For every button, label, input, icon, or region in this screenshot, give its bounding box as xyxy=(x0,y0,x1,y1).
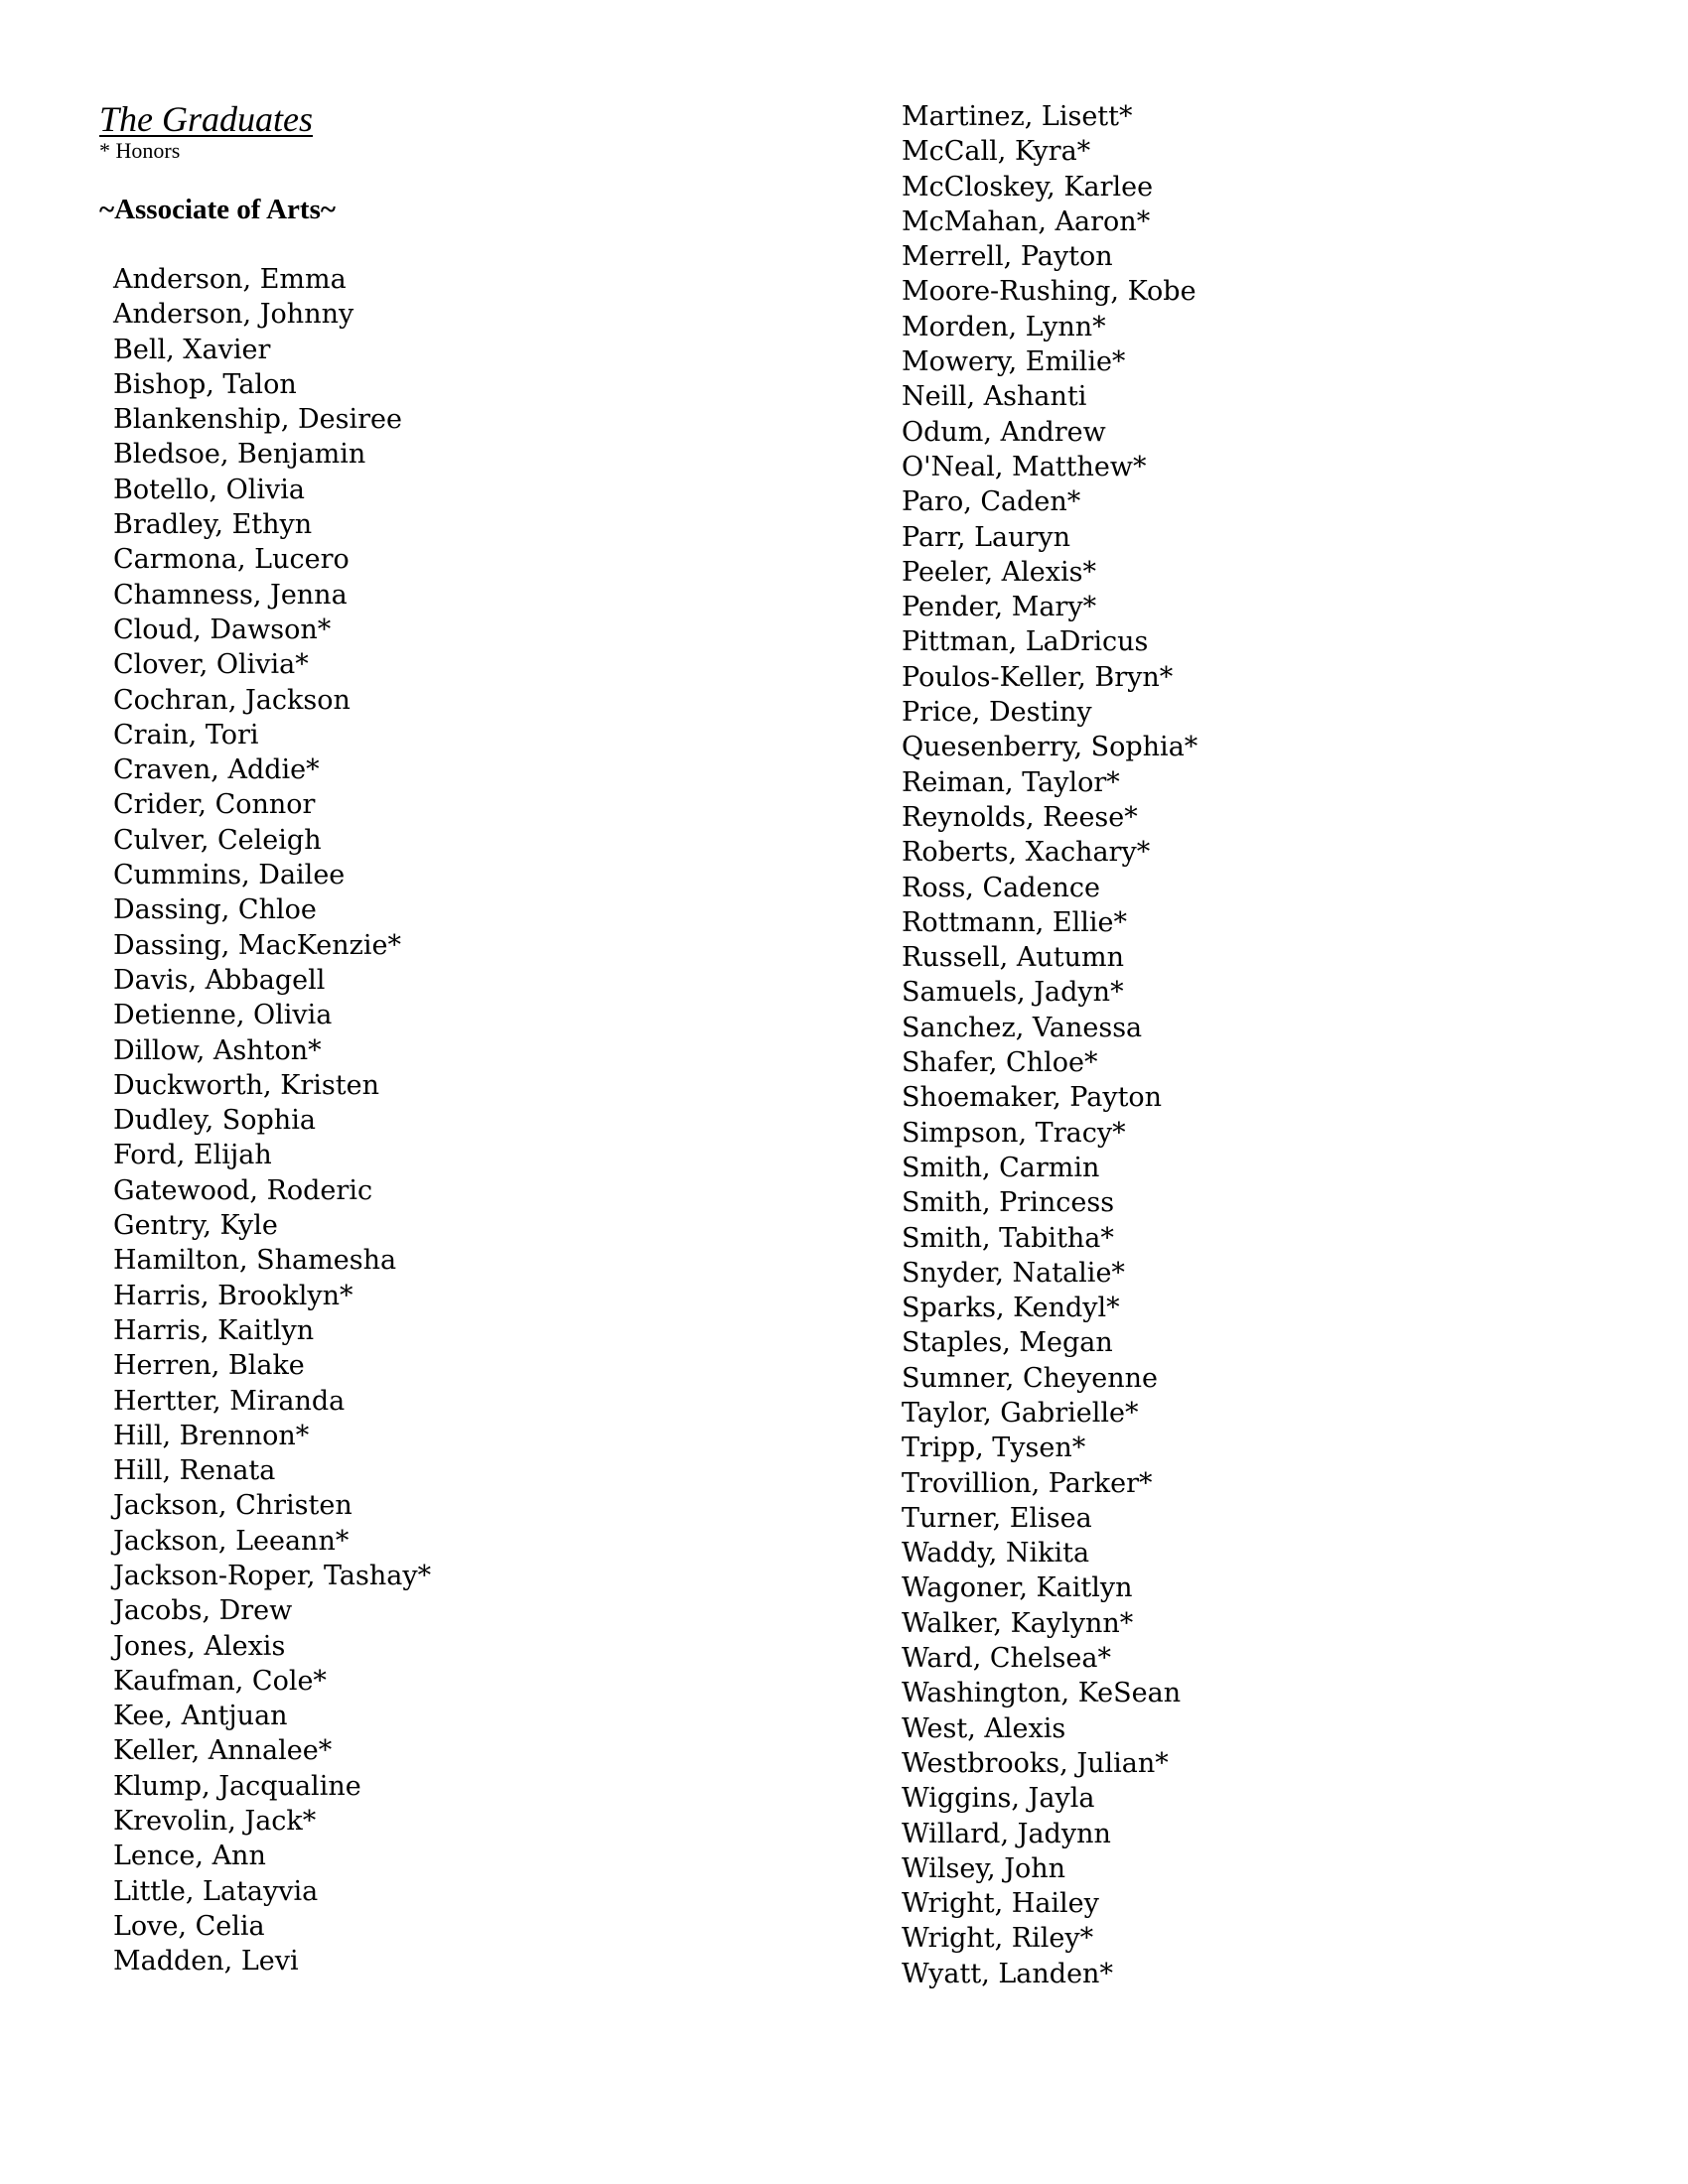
graduate-name: Gatewood, Roderic xyxy=(113,1174,373,1206)
graduate-name: Jackson, Leeann* xyxy=(113,1525,350,1557)
graduate-name: Little, Latayvia xyxy=(113,1875,319,1907)
graduate-name: Detienne, Olivia xyxy=(113,1000,333,1031)
graduate-name: Simpson, Tracy* xyxy=(902,1117,1126,1149)
graduate-name: Hill, Renata xyxy=(113,1455,276,1487)
graduate-name: Sanchez, Vanessa xyxy=(902,1012,1143,1043)
graduate-name: Duckworth, Kristen xyxy=(113,1069,379,1101)
graduate-name: Jackson-Roper, Tashay* xyxy=(113,1560,432,1591)
graduate-name: Washington, KeSean xyxy=(902,1678,1182,1709)
graduate-name: Madden, Levi xyxy=(113,1946,299,1978)
graduate-name: Dassing, Chloe xyxy=(113,894,317,926)
graduate-name: Sumner, Cheyenne xyxy=(902,1362,1158,1394)
graduate-name: Martinez, Lisett* xyxy=(902,101,1133,132)
graduate-name: Cummins, Dailee xyxy=(113,860,346,891)
graduate-name: Neill, Ashanti xyxy=(902,381,1087,413)
graduate-name: Hertter, Miranda xyxy=(113,1385,346,1417)
graduate-name: Roberts, Xachary* xyxy=(902,837,1151,869)
graduate-name: Russell, Autumn xyxy=(902,942,1124,974)
graduate-name: Bishop, Talon xyxy=(113,368,297,400)
graduate-name: Smith, Princess xyxy=(902,1187,1115,1219)
graduate-name: Blankenship, Desiree xyxy=(113,404,403,436)
graduate-name: Kee, Antjuan xyxy=(113,1701,288,1732)
graduate-name: Mowery, Emilie* xyxy=(902,346,1126,378)
graduate-name: Moore-Rushing, Kobe xyxy=(902,276,1196,308)
graduate-name: Wilsey, John xyxy=(902,1852,1066,1884)
graduate-name: Jacobs, Drew xyxy=(113,1595,293,1627)
graduate-name: Staples, Megan xyxy=(902,1327,1113,1359)
graduate-name: Keller, Annalee* xyxy=(113,1735,333,1767)
graduate-name: Craven, Addie* xyxy=(113,754,320,786)
graduate-name: Willard, Jadynn xyxy=(902,1818,1111,1849)
graduate-name: Clover, Olivia* xyxy=(113,649,309,681)
graduate-name: Dassing, MacKenzie* xyxy=(113,929,401,961)
graduate-name: Smith, Carmin xyxy=(902,1152,1100,1183)
graduate-name: Waddy, Nikita xyxy=(902,1538,1090,1570)
graduate-name: Hamilton, Shamesha xyxy=(113,1245,397,1277)
graduate-name: Ford, Elijah xyxy=(113,1140,272,1171)
graduate-name: Jones, Alexis xyxy=(113,1630,286,1662)
graduate-name: Sparks, Kendyl* xyxy=(902,1293,1120,1324)
graduate-name: Bledsoe, Benjamin xyxy=(113,439,366,471)
graduate-name: Hill, Brennon* xyxy=(113,1420,310,1451)
graduate-name: Bell, Xavier xyxy=(113,334,271,365)
graduate-name: Dillow, Ashton* xyxy=(113,1034,322,1066)
graduate-name: Herren, Blake xyxy=(113,1350,305,1382)
graduate-name: Crider, Connor xyxy=(113,789,316,821)
graduate-name: Wiggins, Jayla xyxy=(902,1783,1095,1815)
graduate-name: Klump, Jacqualine xyxy=(113,1770,361,1802)
graduate-name: Botello, Olivia xyxy=(113,474,306,505)
graduate-name: Pender, Mary* xyxy=(902,592,1097,623)
graduate-name: Pittman, LaDricus xyxy=(902,626,1149,658)
graduate-name: Gentry, Kyle xyxy=(113,1210,278,1242)
page-title: The Graduates xyxy=(99,99,313,139)
graduate-name: Chamness, Jenna xyxy=(113,579,348,611)
graduate-name: Wyatt, Landen* xyxy=(902,1958,1113,1989)
graduate-name: Trovillion, Parker* xyxy=(902,1467,1153,1499)
graduate-name: Ward, Chelsea* xyxy=(902,1643,1111,1675)
graduate-name: Love, Celia xyxy=(113,1910,265,1942)
graduate-name: Tripp, Tysen* xyxy=(902,1433,1086,1464)
graduate-name: Paro, Caden* xyxy=(902,486,1081,518)
graduate-name: Kaufman, Cole* xyxy=(113,1665,327,1697)
graduate-name: McMahan, Aaron* xyxy=(902,205,1151,237)
graduate-name: Wright, Hailey xyxy=(902,1888,1099,1920)
graduate-name: Poulos-Keller, Bryn* xyxy=(902,661,1174,693)
right-column xyxy=(902,99,1597,1991)
graduate-name: Price, Destiny xyxy=(902,697,1092,729)
graduate-name: Cloud, Dawson* xyxy=(113,614,332,645)
graduate-name: Ross, Cadence xyxy=(902,872,1100,903)
section-heading: ~Associate of Arts~ xyxy=(99,194,336,225)
graduate-list-right xyxy=(902,99,1597,1991)
graduate-name: Anderson, Johnny xyxy=(113,299,354,331)
graduate-name: Wright, Riley* xyxy=(902,1923,1094,1955)
graduate-name: Krevolin, Jack* xyxy=(113,1806,317,1838)
graduate-name: Westbrooks, Julian* xyxy=(902,1747,1169,1779)
graduate-name: Snyder, Natalie* xyxy=(902,1257,1125,1289)
honors-legend: * Honors xyxy=(99,138,181,163)
graduate-name: Morden, Lynn* xyxy=(902,311,1106,342)
graduate-name: Quesenberry, Sophia* xyxy=(902,732,1198,763)
graduate-name: Shafer, Chloe* xyxy=(902,1047,1098,1079)
graduate-name: Turner, Elisea xyxy=(902,1502,1092,1534)
graduate-name: Samuels, Jadyn* xyxy=(902,977,1124,1009)
graduate-name: Carmona, Lucero xyxy=(113,544,350,576)
graduate-name: Shoemaker, Payton xyxy=(902,1082,1163,1114)
graduate-name: Rottmann, Ellie* xyxy=(902,906,1128,938)
graduate-name: Smith, Tabitha* xyxy=(902,1222,1114,1254)
graduate-name: Walker, Kaylynn* xyxy=(902,1607,1134,1639)
graduate-name: Merrell, Payton xyxy=(902,241,1113,273)
graduate-name: Bradley, Ethyn xyxy=(113,509,313,541)
graduate-name: West, Alexis xyxy=(902,1712,1066,1744)
graduate-name: Jackson, Christen xyxy=(113,1490,352,1522)
graduate-name: O'Neal, Matthew* xyxy=(902,451,1147,482)
graduate-name: Wagoner, Kaitlyn xyxy=(902,1572,1133,1604)
graduate-name: Parr, Lauryn xyxy=(902,521,1071,553)
graduate-name: Peeler, Alexis* xyxy=(902,556,1096,588)
graduate-name: Crain, Tori xyxy=(113,719,259,751)
graduate-name: Cochran, Jackson xyxy=(113,684,351,716)
graduate-name: Harris, Brooklyn* xyxy=(113,1280,353,1311)
graduate-name: McCall, Kyra* xyxy=(902,136,1091,168)
graduate-name: Lence, Ann xyxy=(113,1841,266,1872)
graduate-name: Anderson, Emma xyxy=(113,264,347,295)
graduate-name: Odum, Andrew xyxy=(902,416,1106,448)
graduate-list-left xyxy=(99,262,794,1979)
graduate-name: Harris, Kaitlyn xyxy=(113,1314,315,1346)
graduate-name: Dudley, Sophia xyxy=(113,1105,316,1137)
graduate-name: Reynolds, Reese* xyxy=(902,801,1138,833)
graduate-name: Culver, Celeigh xyxy=(113,824,322,856)
graduate-name: Reiman, Taylor* xyxy=(902,766,1120,798)
graduate-name: Taylor, Gabrielle* xyxy=(902,1397,1139,1429)
left-column xyxy=(99,99,794,1979)
graduate-name: Davis, Abbagell xyxy=(113,964,326,996)
graduate-name: McCloskey, Karlee xyxy=(902,171,1154,203)
